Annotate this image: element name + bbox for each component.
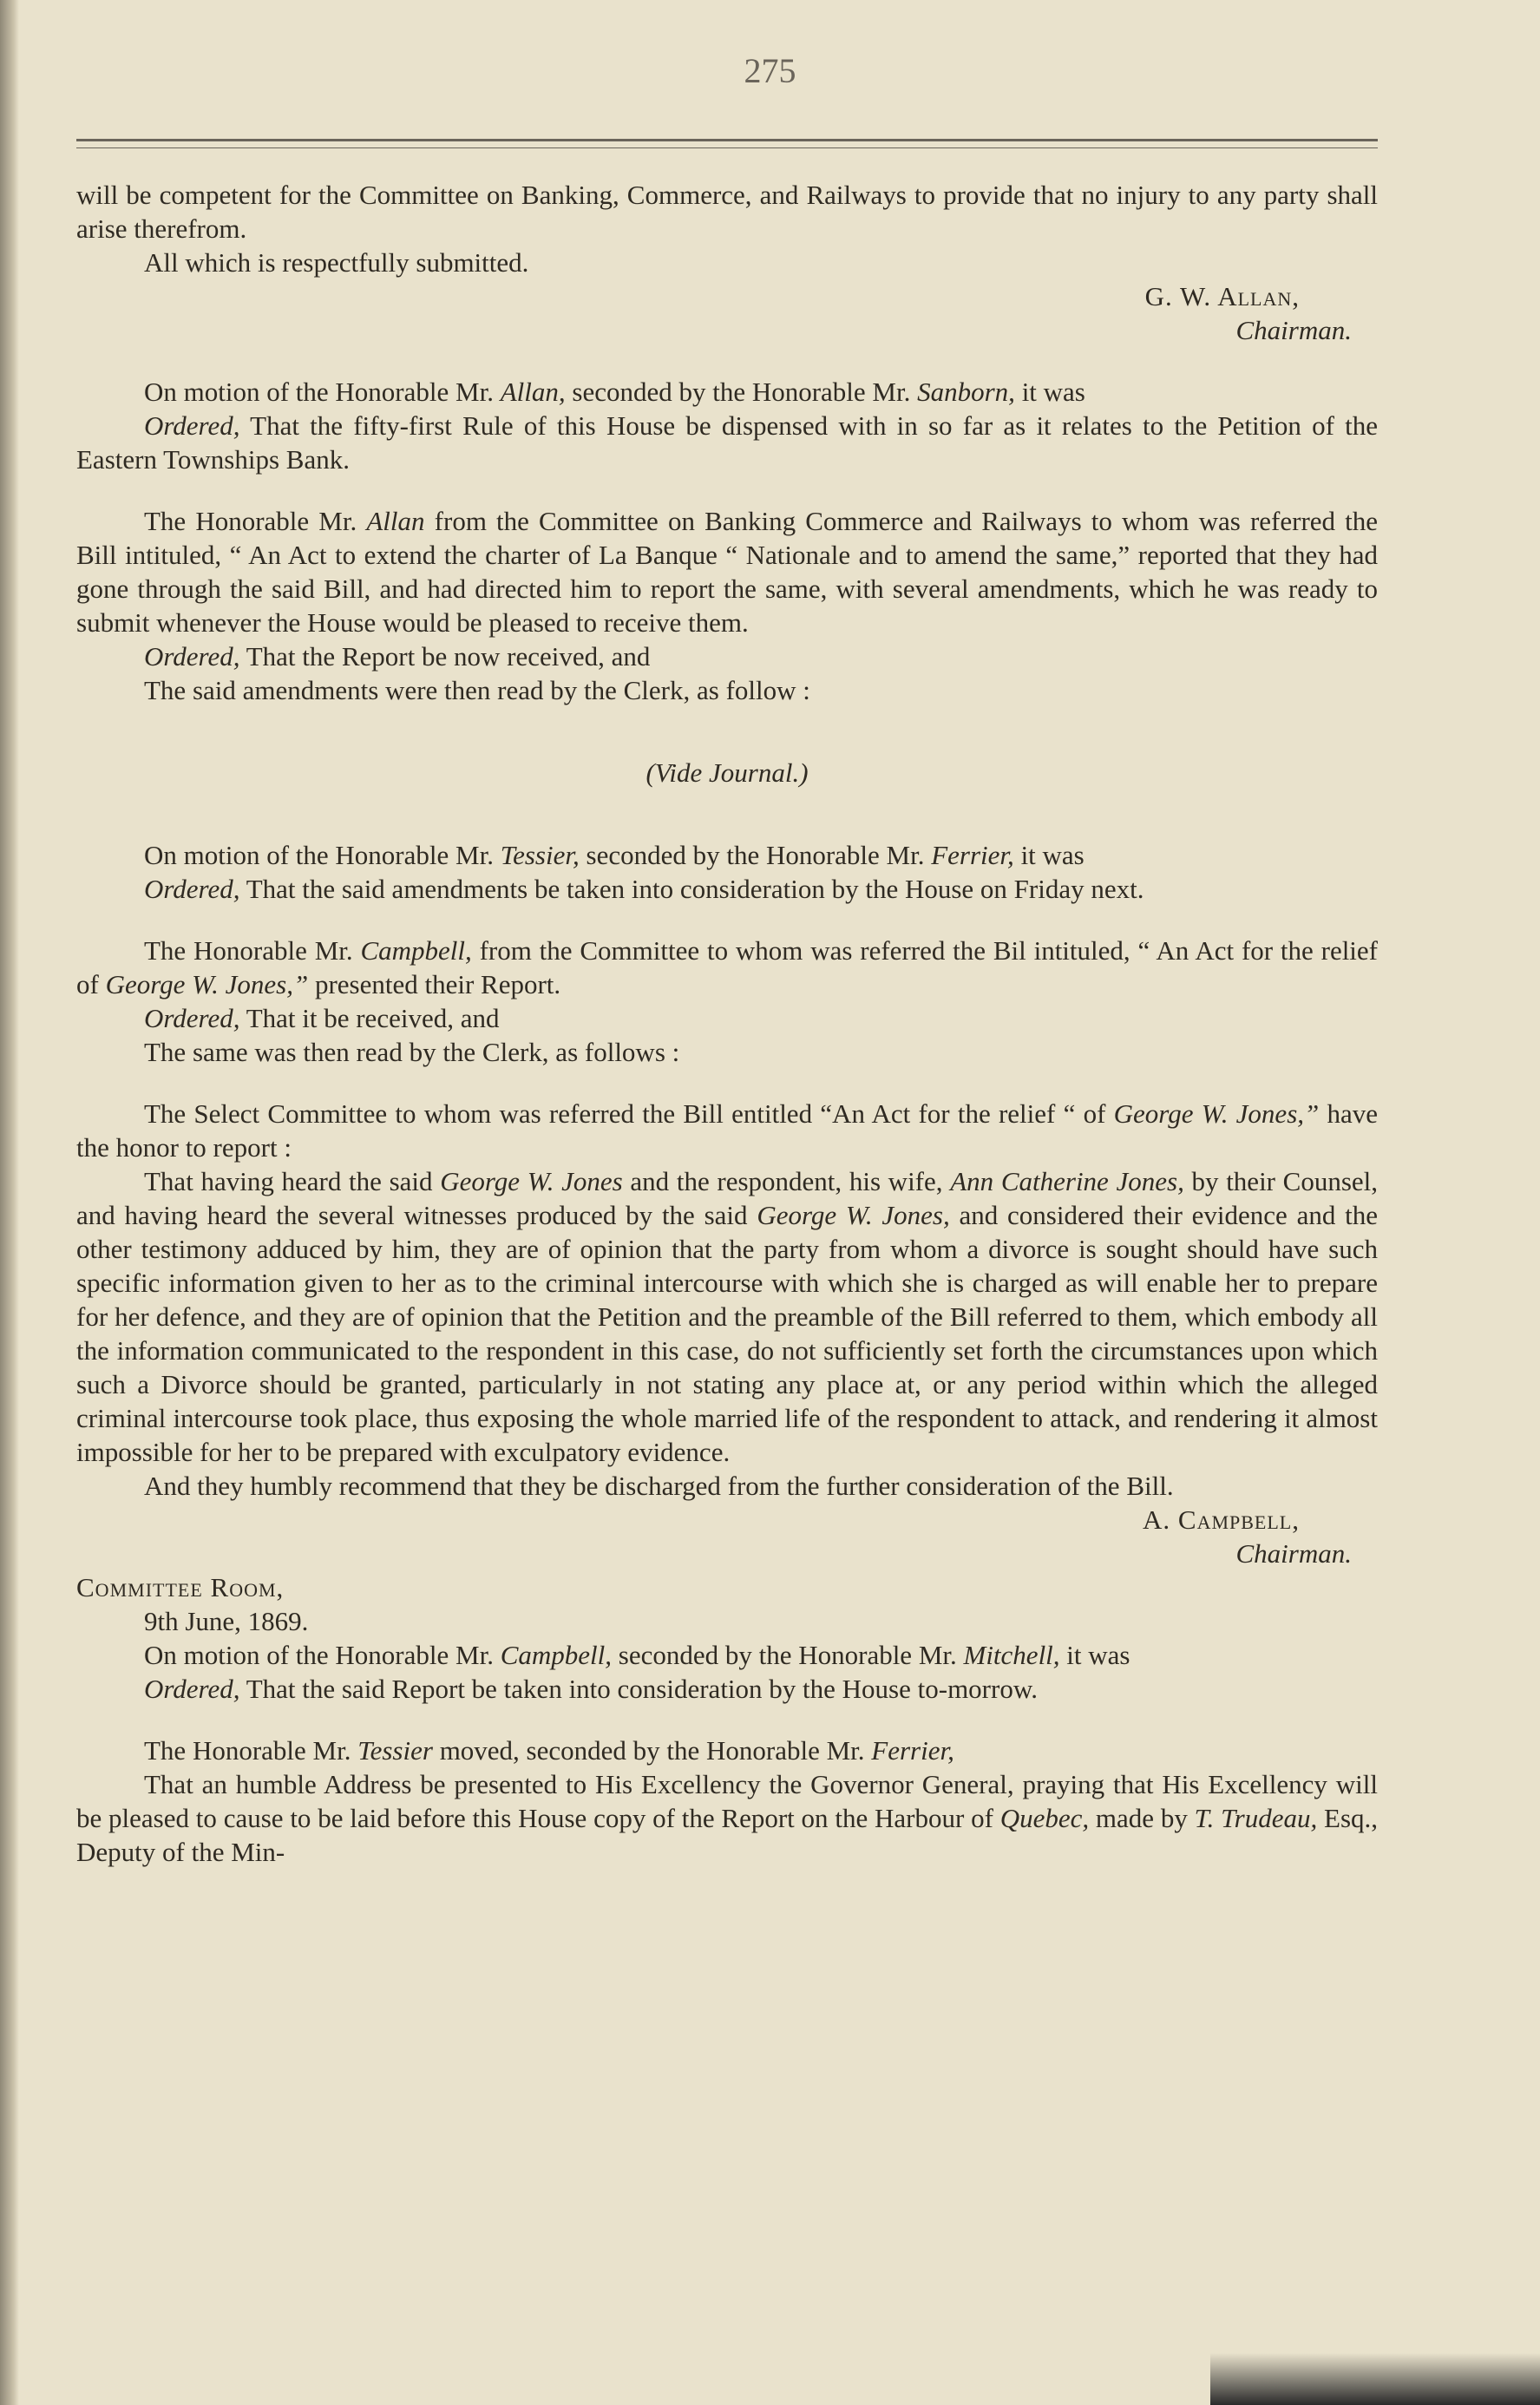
- ordered-italic: Ordered,: [144, 1674, 240, 1704]
- name-italic: Campbell,: [500, 1640, 613, 1670]
- dateline: 9th June, 1869.: [144, 1606, 309, 1636]
- name-italic: Allan: [366, 506, 425, 536]
- text-run: and the respondent, his wife,: [630, 1166, 943, 1196]
- name-italic: George W. Jones,”: [1113, 1098, 1320, 1129]
- text-run: it was: [1021, 377, 1085, 407]
- text-run: That the said Report be taken into consideration by the House to-morrow.: [246, 1674, 1038, 1704]
- paragraph-continuation: will be competent for the Committee on Banking, Commerce, and Railways to provide that no injury to any party shall arise therefrom.: [76, 180, 1378, 244]
- text-run: The Honorable Mr.: [144, 506, 357, 536]
- paragraph-report-jones: [76, 934, 1378, 1001]
- paragraph-tessier-moved: [76, 1733, 1378, 1767]
- text-run: Esq., Deputy of the Min-: [76, 1803, 1379, 1867]
- paragraph-ordered-rule: [76, 409, 1378, 476]
- committee-room: Committee Room,: [76, 1572, 285, 1602]
- text-run: That it be received, and: [246, 1003, 500, 1033]
- name-italic: Tessier: [357, 1735, 433, 1766]
- text-run: made by: [1095, 1803, 1188, 1833]
- signature-role: Chairman.: [1235, 315, 1352, 345]
- text-run: seconded by the Honorable Mr.: [586, 840, 925, 870]
- text-run: by their Counsel, and having heard the several witnesses produced by the said: [76, 1166, 1379, 1230]
- paragraph-address: [76, 1767, 1378, 1869]
- paragraph-findings: [76, 1164, 1378, 1469]
- signature-campbell: [76, 1503, 1378, 1570]
- paragraph-submitted: All which is respectfully submitted.: [144, 247, 529, 278]
- paragraph-ordered-it-received: [76, 1001, 1378, 1035]
- signature-allan: [76, 279, 1378, 347]
- paragraph-select-committee: [76, 1097, 1378, 1164]
- text-run: That the fifty-first Rule of this House be dispensed with in so far as it relates to the Petition of the Eastern Townships Bank.: [76, 410, 1378, 475]
- text-run: seconded by the Honorable Mr.: [618, 1640, 957, 1670]
- text-run: On motion of the Honorable Mr.: [144, 840, 494, 870]
- header-rule-thin: [76, 147, 1378, 148]
- paragraph-report-banque: [76, 504, 1378, 639]
- paragraph-motion-allan: [76, 375, 1378, 409]
- text-run: have the honor to report :: [76, 1098, 1379, 1163]
- name-italic: Allan,: [500, 377, 566, 407]
- ordered-italic: Ordered,: [144, 874, 240, 904]
- text-run: it was: [1020, 840, 1085, 870]
- text-run: The Select Committee to whom was referred the Bill entitled “An Act for the relief “ of: [144, 1098, 1106, 1129]
- text-run: it was: [1066, 1640, 1130, 1670]
- paragraph-same-read: The same was then read by the Clerk, as follows :: [144, 1037, 680, 1067]
- text-run: On motion of the Honorable Mr.: [144, 377, 494, 407]
- name-italic: George W. Jones,: [757, 1200, 950, 1230]
- paragraph-amendments-read: The said amendments were then read by the Clerk, as follow :: [144, 675, 810, 705]
- header-rule-thick: [76, 139, 1378, 141]
- text-run: moved, seconded by the Honorable Mr.: [439, 1735, 865, 1766]
- text-run: from the Committee on Banking Commerce and Railways to whom was referred the Bill intituled, “ An Act to extend the charter of La Banque “ Nationale and to amend the same,” reported that they had gone through the said Bill, and had directed him to report the same, with several amendments, which he was ready to submit whenever the House would be pleased to receive them.: [76, 506, 1379, 638]
- name-italic: Mitchell,: [963, 1640, 1060, 1670]
- name-italic: Ferrier,: [931, 840, 1014, 870]
- paragraph-ordered-friday: [76, 872, 1378, 906]
- ordered-italic: Ordered,: [144, 1003, 240, 1033]
- text-run: seconded by the Honorable Mr.: [572, 377, 911, 407]
- text-run: That having heard the said: [144, 1166, 433, 1196]
- text-run: The Honorable Mr.: [144, 935, 353, 966]
- text-run: The Honorable Mr.: [144, 1735, 351, 1766]
- signature-role: Chairman.: [1235, 1538, 1352, 1569]
- book-spine-shadow: [0, 0, 19, 2405]
- name-italic: Ann Catherine Jones,: [950, 1166, 1184, 1196]
- text-run: That the Report be now received, and: [246, 641, 651, 672]
- ordered-italic: Ordered,: [144, 410, 240, 441]
- text-run: On motion of the Honorable Mr.: [144, 1640, 494, 1670]
- page-number: 275: [744, 51, 796, 90]
- text-run: and considered their evidence and the other testimony adduced by him, they are of opinion that the party from whom a divorce is sought should have such specific information given to her as to the criminal intercourse with which she is charged as will enable her to prepare for her defence, and they are of opinion that the Petition and the preamble of the Bill referred to them, which embody all the information communicated to the respondent in this case, do not sufficiently set forth the circumstances upon which such a Divorce should be granted, particularly in not stating any place at, or any period within which the alleged criminal intercourse took place, thus exposing the whole married life of the respondent to attack, and rendering it almost impossible for her to be prepared with exculpatory evidence.: [76, 1200, 1378, 1467]
- signature-name: G. W. Allan,: [1144, 281, 1300, 311]
- name-italic: George W. Jones,”: [105, 969, 309, 999]
- vide-journal: (Vide Journal.): [645, 757, 809, 788]
- name-italic: Campbell,: [360, 935, 472, 966]
- signature-name: A. Campbell,: [1143, 1504, 1300, 1535]
- name-italic: Quebec,: [999, 1803, 1090, 1833]
- paragraph-ordered-received: [76, 639, 1378, 673]
- text-run: That an humble Address be presented to His Excellency the Governor General, praying that His Excellency will be pleased to cause to be laid before this House copy of the Report on the Harbour of: [76, 1769, 1378, 1833]
- ordered-italic: Ordered,: [144, 641, 240, 672]
- text-run: from the Committee to whom was referred the Bil intituled, “ An Act for the relief of: [76, 935, 1379, 999]
- scan-edge-shadow: [1210, 2353, 1540, 2405]
- paragraph-ordered-tomorrow: [76, 1672, 1378, 1706]
- name-italic: Tessier,: [500, 840, 580, 870]
- name-italic: Ferrier,: [871, 1735, 954, 1766]
- paragraph-motion-campbell: [76, 1638, 1378, 1672]
- page-body: [76, 178, 1378, 1869]
- paragraph-recommend: And they humbly recommend that they be discharged from the further consideration of the Bill.: [144, 1471, 1174, 1501]
- text-run: That the said amendments be taken into consideration by the House on Friday next.: [246, 874, 1144, 904]
- text-run: presented their Report.: [314, 969, 561, 999]
- name-italic: T. Trudeau,: [1194, 1803, 1318, 1833]
- paragraph-motion-tessier: [76, 838, 1378, 872]
- name-italic: George W. Jones: [440, 1166, 623, 1196]
- name-italic: Sanborn,: [917, 377, 1015, 407]
